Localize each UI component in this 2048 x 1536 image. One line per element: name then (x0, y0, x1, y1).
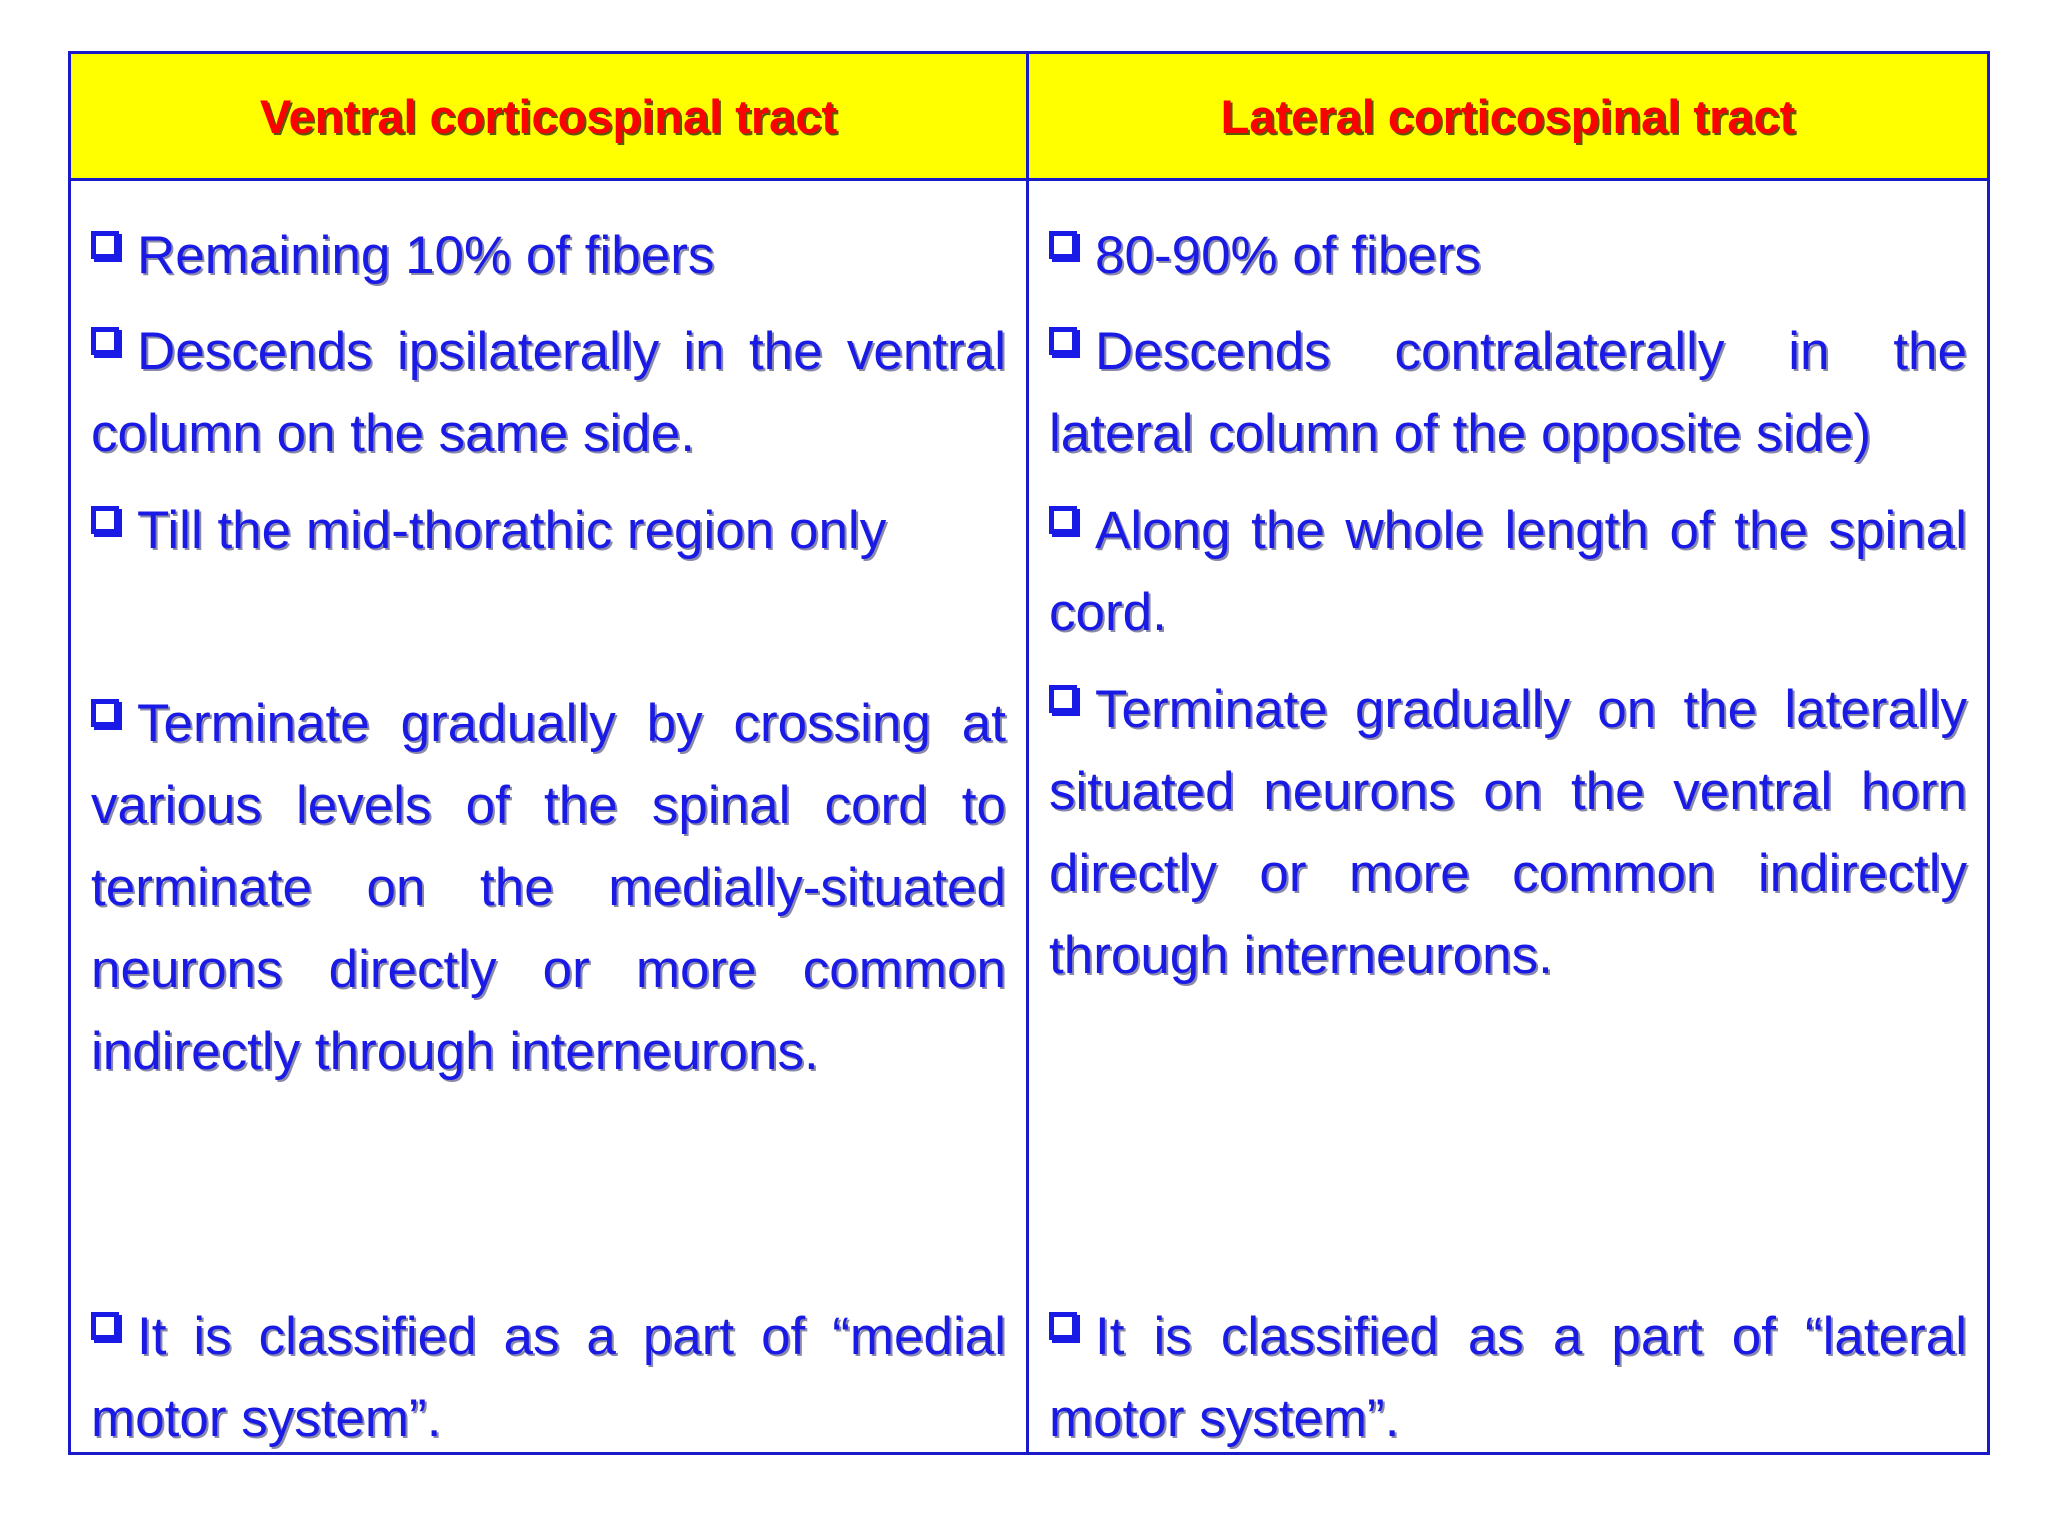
checkbox-bullet-icon (1049, 327, 1077, 355)
checkbox-bullet-icon (91, 699, 119, 727)
ventral-item-text: It is classified as a part of “medial motor system”. (91, 1307, 1006, 1448)
comparison-table (68, 51, 1990, 1455)
checkbox-bullet-icon (1049, 506, 1077, 534)
checkbox-bullet-icon (91, 327, 119, 355)
header-ventral: Ventral corticospinal tract (71, 54, 1029, 181)
ventral-item (91, 683, 1006, 1093)
checkbox-bullet-icon (91, 506, 119, 534)
lateral-item (1049, 490, 1967, 654)
checkbox-bullet-icon (91, 231, 119, 259)
lateral-item (1049, 215, 1967, 297)
lateral-item (1049, 311, 1967, 475)
ventral-item (91, 1296, 1006, 1460)
lateral-item-text: 80-90% of fibers (1095, 226, 1481, 285)
ventral-column (71, 181, 1029, 1452)
checkbox-bullet-icon (91, 1312, 119, 1340)
checkbox-bullet-icon (1049, 1312, 1077, 1340)
lateral-item-text: Terminate gradually on the laterally situated neurons on the ventral horn directly or more common indirectly through interneurons. (1049, 680, 1967, 985)
ventral-item (91, 215, 1006, 297)
ventral-item-text: Descends ipsilaterally in the ventral column on the same side. (91, 322, 1006, 463)
lateral-item (1049, 1296, 1967, 1460)
ventral-item (91, 311, 1006, 475)
lateral-item-text: Descends contralaterally in the lateral column of the opposite side) (1049, 322, 1967, 463)
lateral-column (1029, 181, 1987, 1452)
ventral-item (91, 490, 1006, 572)
ventral-item-text: Till the mid-thorathic region only (137, 501, 887, 560)
checkbox-bullet-icon (1049, 685, 1077, 713)
lateral-item-text: Along the whole length of the spinal cord. (1049, 501, 1967, 642)
ventral-item-text: Remaining 10% of fibers (137, 226, 715, 285)
checkbox-bullet-icon (1049, 231, 1077, 259)
header-lateral: Lateral corticospinal tract (1029, 54, 1987, 181)
lateral-item (1049, 669, 1967, 997)
lateral-item-text: It is classified as a part of “lateral motor system”. (1049, 1307, 1967, 1448)
ventral-item-text: Terminate gradually by crossing at various levels of the spinal cord to terminate on the medially-situated neurons directly or more common indirectly through interneurons. (91, 694, 1006, 1081)
